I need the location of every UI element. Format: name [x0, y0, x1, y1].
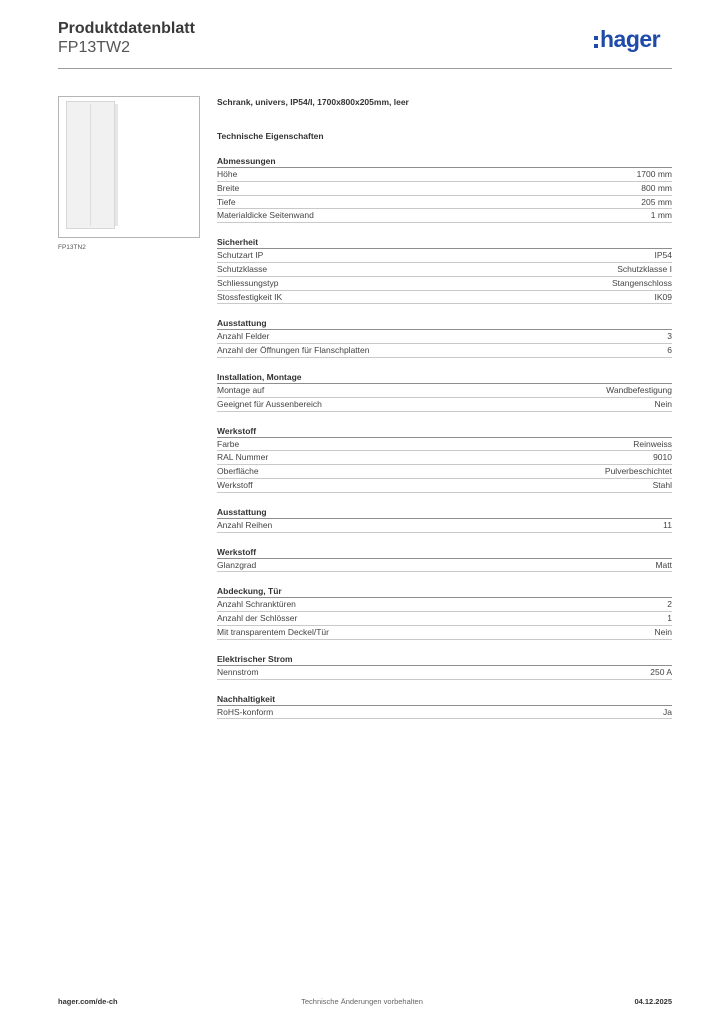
spec-value: 6: [667, 345, 672, 356]
section-title: Elektrischer Strom: [217, 654, 672, 666]
spec-section: [217, 318, 672, 358]
spec-value: Nein: [654, 398, 672, 409]
spec-sections: [217, 156, 672, 719]
section-title: Sicherheit: [217, 237, 672, 249]
header-divider: [58, 68, 672, 69]
spec-value: 2: [667, 599, 672, 610]
spec-label: Werkstoff: [217, 479, 253, 490]
spec-label: Anzahl Felder: [217, 331, 270, 342]
spec-label: Nennstrom: [217, 666, 259, 677]
section-title: Nachhaltigkeit: [217, 694, 672, 706]
spec-value: Stangenschloss: [611, 277, 672, 288]
footer-notice: Technische Änderungen vorbehalten: [301, 997, 423, 1006]
spec-row: [217, 168, 672, 182]
spec-row: [217, 479, 672, 493]
spec-value: IK09: [654, 291, 672, 302]
section-title: Werkstoff: [217, 547, 672, 559]
spec-label: RAL Nummer: [217, 452, 269, 463]
spec-value: 1700 mm: [636, 169, 672, 179]
spec-section: [217, 694, 672, 720]
section-title: Abmessungen: [217, 156, 672, 168]
spec-label: Mit transparentem Deckel/Tür: [217, 626, 329, 637]
section-title: Installation, Montage: [217, 372, 672, 384]
spec-row: [217, 451, 672, 465]
spec-label: RoHS-konform: [217, 706, 274, 717]
section-title: Ausstattung: [217, 318, 672, 330]
spec-label: Schutzart IP: [217, 250, 264, 261]
logo-text: hager: [600, 26, 661, 52]
page-title: Produktdatenblatt: [58, 20, 195, 37]
spec-row: [217, 196, 672, 210]
spec-label: Farbe: [217, 438, 240, 449]
spec-section: [217, 547, 672, 573]
spec-value: 1: [667, 613, 672, 624]
spec-row: [217, 438, 672, 452]
spec-label: Höhe: [217, 169, 238, 179]
spec-value: Nein: [654, 626, 672, 637]
spec-label: Oberfläche: [217, 466, 259, 477]
spec-value: 1 mm: [650, 210, 672, 221]
footer-website: hager.com/de-ch: [58, 997, 118, 1006]
spec-row: [217, 626, 672, 640]
spec-label: Tiefe: [217, 196, 236, 207]
spec-value: 250 A: [650, 666, 672, 677]
spec-row: [217, 344, 672, 358]
spec-value: 205 mm: [641, 196, 672, 207]
spec-label: Stossfestigkeit IK: [217, 291, 283, 302]
spec-value: Pulverbeschichtet: [604, 466, 672, 477]
tech-heading: Technische Eigenschaften: [217, 131, 324, 141]
spec-value: Matt: [655, 559, 672, 570]
spec-row: [217, 598, 672, 612]
product-description: Schrank, univers, IP54/I, 1700x800x205mm, leer: [217, 97, 409, 107]
section-title: Ausstattung: [217, 507, 672, 519]
spec-value: 11: [663, 519, 672, 530]
spec-value: Stahl: [652, 479, 672, 490]
spec-row: [217, 277, 672, 291]
logo-dots-icon: [594, 36, 598, 48]
spec-row: [217, 398, 672, 412]
section-title: Abdeckung, Tür: [217, 586, 672, 598]
spec-content: [217, 96, 672, 719]
spec-label: Glanzgrad: [217, 559, 257, 570]
spec-label: Anzahl der Öffnungen für Flanschplatten: [217, 345, 370, 356]
hager-logo: [594, 26, 660, 53]
spec-section: [217, 156, 672, 223]
spec-row: [217, 182, 672, 196]
spec-row: [217, 666, 672, 680]
section-title: Werkstoff: [217, 426, 672, 438]
spec-value: Reinweiss: [633, 438, 672, 449]
spec-label: Montage auf: [217, 384, 265, 395]
spec-label: Breite: [217, 182, 240, 193]
spec-row: [217, 330, 672, 344]
spec-label: Schutzklasse: [217, 263, 268, 274]
spec-row: [217, 519, 672, 533]
spec-row: [217, 465, 672, 479]
spec-label: Anzahl der Schlösser: [217, 613, 298, 624]
spec-label: Materialdicke Seitenwand: [217, 210, 314, 221]
spec-section: [217, 237, 672, 304]
spec-label: Schliessungstyp: [217, 277, 279, 288]
spec-value: 800 mm: [641, 182, 672, 193]
spec-section: [217, 372, 672, 412]
spec-row: [217, 612, 672, 626]
footer-date: 04.12.2025: [634, 997, 672, 1006]
image-caption: FP13TN2: [58, 244, 86, 251]
spec-row: [217, 249, 672, 263]
spec-value: Wandbefestigung: [606, 384, 672, 395]
spec-section: [217, 507, 672, 533]
spec-row: [217, 263, 672, 277]
spec-section: [217, 654, 672, 680]
spec-label: Anzahl Schranktüren: [217, 599, 296, 610]
spec-section: [217, 586, 672, 639]
spec-row: [217, 706, 672, 720]
spec-row: [217, 291, 672, 305]
spec-value: IP54: [654, 250, 672, 261]
cabinet-illustration: [66, 101, 115, 229]
spec-section: [217, 426, 672, 493]
spec-row: [217, 209, 672, 223]
spec-label: Geeignet für Aussenbereich: [217, 398, 322, 409]
spec-value: 9010: [653, 452, 672, 463]
spec-value: Schutzklasse I: [617, 263, 672, 274]
spec-label: Anzahl Reihen: [217, 519, 273, 530]
product-image: [58, 96, 200, 238]
spec-value: Ja: [663, 706, 672, 717]
spec-row: [217, 384, 672, 398]
product-code: FP13TW2: [58, 39, 131, 56]
spec-value: 3: [667, 331, 672, 342]
spec-row: [217, 559, 672, 573]
